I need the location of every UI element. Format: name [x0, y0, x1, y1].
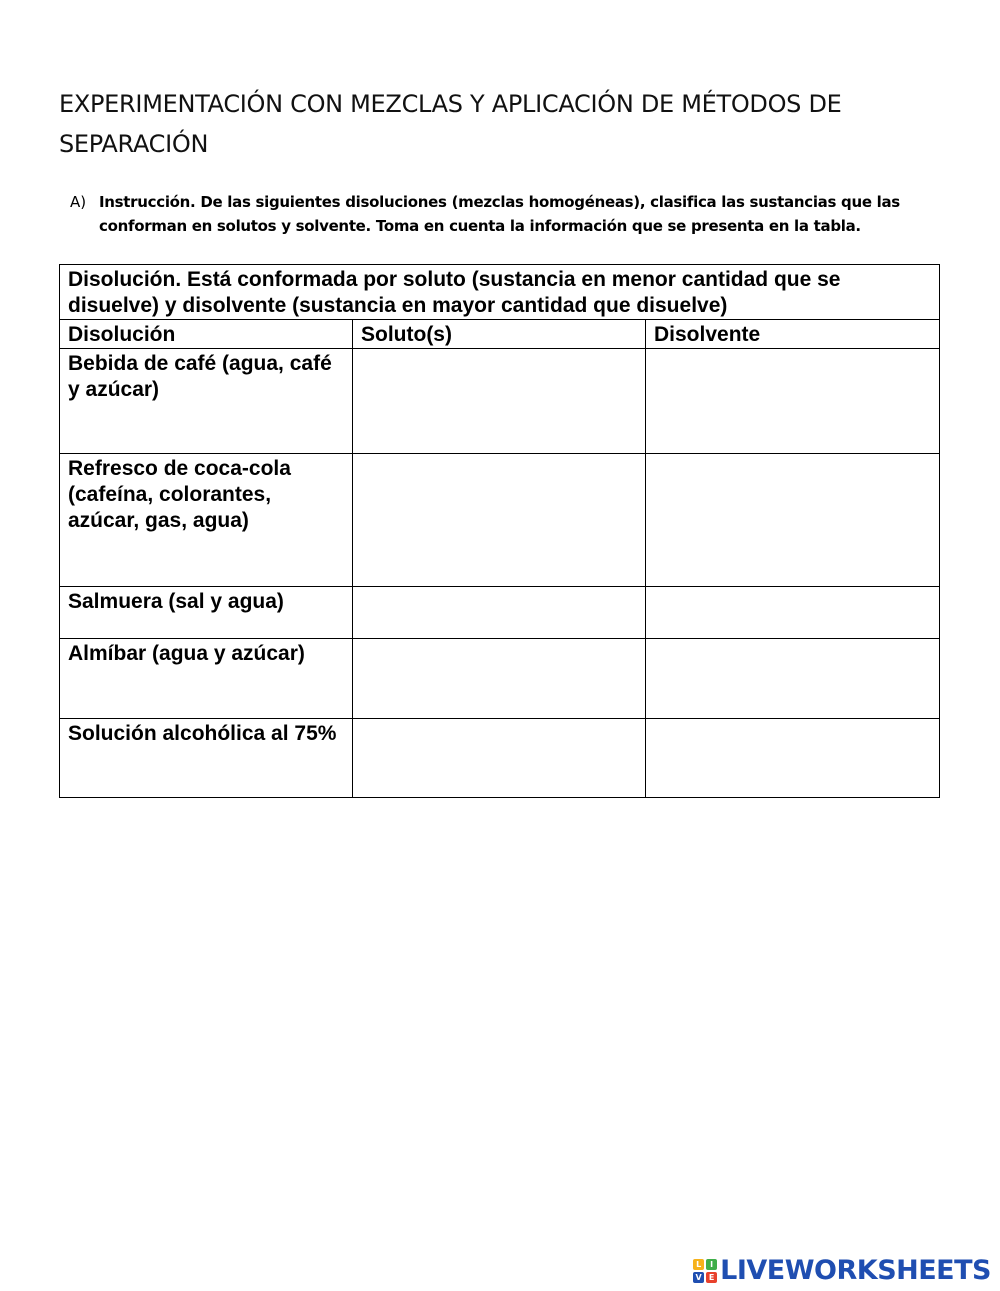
brand-text: LIVEWORKSHEETS — [720, 1255, 991, 1286]
table-header-row — [60, 265, 940, 320]
table-row — [60, 587, 940, 639]
table-row — [60, 639, 940, 719]
disolucion-cell: Almíbar (agua y azúcar) — [60, 639, 353, 719]
disolucion-cell: Salmuera (sal y agua) — [60, 587, 353, 639]
instruction — [70, 190, 930, 238]
instruction-letter: A) — [70, 193, 87, 211]
page-title: EXPERIMENTACIÓN CON MEZCLAS Y APLICACIÓN DE MÉTODOS DE SEPARACIÓN — [59, 90, 842, 158]
soluto-answer-cell[interactable] — [353, 349, 646, 454]
column-header-disolvente: Disolvente — [646, 320, 940, 349]
disolvente-answer-cell[interactable] — [646, 454, 940, 587]
column-headers-row — [60, 320, 940, 349]
logo-tile: E — [706, 1272, 717, 1283]
solutions-table — [59, 264, 940, 798]
liveworksheets-logo-icon — [693, 1259, 717, 1283]
table-header: Disolución. Está conformada por soluto (sustancia en menor cantidad que se disuelve) y disolvente (sustancia en mayor cantidad que disuelve) — [60, 265, 940, 320]
disolvente-answer-cell[interactable] — [646, 349, 940, 454]
table-row — [60, 349, 940, 454]
table-row — [60, 719, 940, 798]
disolvente-answer-cell[interactable] — [646, 639, 940, 719]
logo-tile: I — [706, 1259, 717, 1270]
soluto-answer-cell[interactable] — [353, 639, 646, 719]
column-header-disolucion: Disolución — [60, 320, 353, 349]
instruction-text: Instrucción. De las siguientes disoluciones (mezclas homogéneas), clasifica las sustancias que las conforman en solutos y solvente. Toma en cuenta la información que se presenta en la tabla. — [99, 193, 900, 235]
logo-tile: L — [693, 1259, 704, 1270]
table-row — [60, 454, 940, 587]
disolvente-answer-cell[interactable] — [646, 719, 940, 798]
disolucion-cell: Refresco de coca-cola (cafeína, colorantes, azúcar, gas, agua) — [60, 454, 353, 587]
logo-tile: V — [693, 1272, 704, 1283]
disolucion-cell: Solución alcohólica al 75% — [60, 719, 353, 798]
disolvente-answer-cell[interactable] — [646, 587, 940, 639]
liveworksheets-brand[interactable] — [693, 1255, 991, 1286]
column-header-soluto: Soluto(s) — [353, 320, 646, 349]
soluto-answer-cell[interactable] — [353, 587, 646, 639]
soluto-answer-cell[interactable] — [353, 454, 646, 587]
disolucion-cell: Bebida de café (agua, café y azúcar) — [60, 349, 353, 454]
soluto-answer-cell[interactable] — [353, 719, 646, 798]
